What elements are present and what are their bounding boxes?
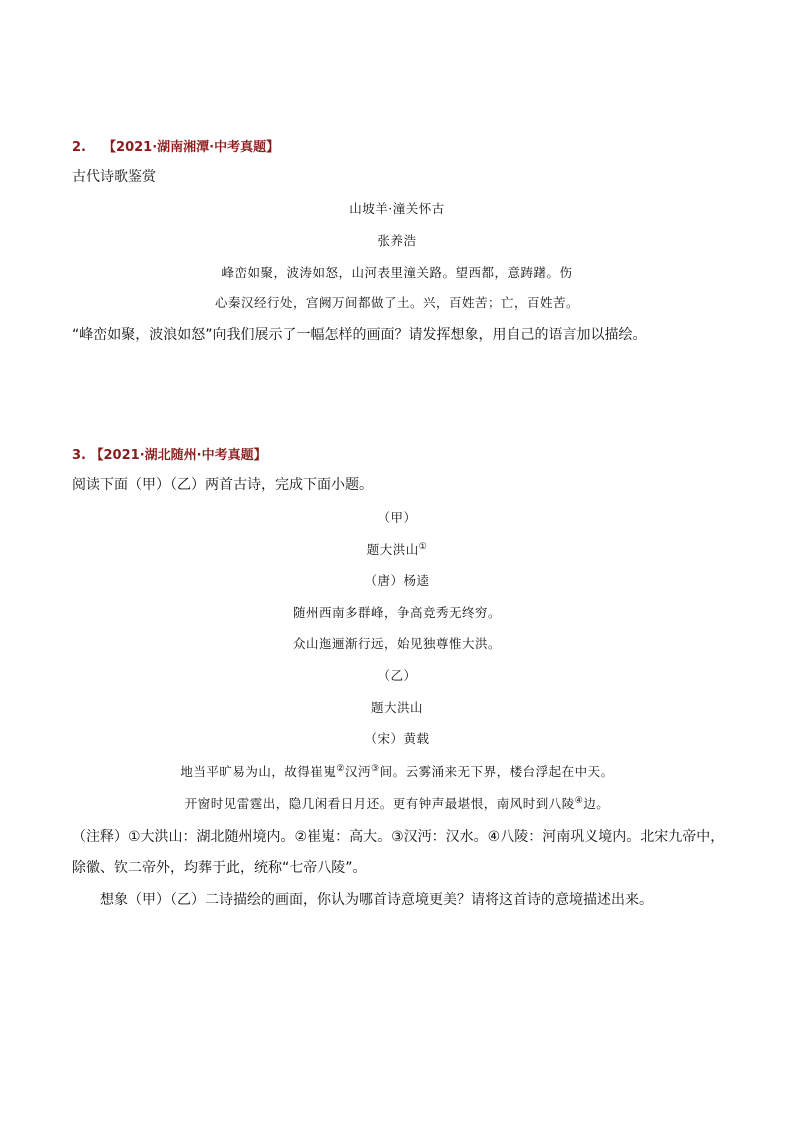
q3-poem-b-line-2 <box>0 794 794 812</box>
q3-poem-a-line-2: 众山迤逦渐行远，始见独尊惟大洪。 <box>292 636 501 651</box>
q3-poem-a-line-1: 随州西南多群峰，争高竞秀无终穷。 <box>292 605 501 620</box>
q2-source-tag: 【2021·湖南湘潭·中考真题】 <box>103 140 280 155</box>
q3-poem-b-author: （宋）黄载 <box>364 731 430 746</box>
q3-poem-b-note-2: ② <box>336 763 345 774</box>
q3-poem-b-label: （乙） <box>377 668 417 683</box>
q3-heading <box>72 444 267 463</box>
q3-poem-b-note-3: ③ <box>371 763 380 774</box>
q3-notes-line-2: 除徽、钦二帝外，均葬于此，统称“七帝八陵”。 <box>72 860 367 876</box>
q2-question: “峰峦如聚，波浪如怒”向我们展示了一幅怎样的画面？请发挥想象，用自己的语言加以描绘。 <box>72 327 647 343</box>
q2-instruction: 古代诗歌鉴赏 <box>72 169 156 185</box>
q3-instruction: 阅读下面（甲）（乙）两首古诗，完成下面小题。 <box>72 477 373 493</box>
q2-poem-author: 张养浩 <box>377 233 417 248</box>
q2-poem-line-2: 心秦汉经行处，宫阙万间都做了土。兴，百姓苦；亡，百姓苦。 <box>214 295 579 310</box>
q2-number: 2. <box>72 140 86 155</box>
q3-poem-a-title-text: 题大洪山 <box>366 542 419 557</box>
q3-source-tag: 【2021·湖北随州·中考真题】 <box>90 448 267 463</box>
q3-poem-b-line-2-part-1: 开窗时见雷霆出，隐几闲看日月还。更有钟声最堪恨，南风时到八陵 <box>184 796 575 811</box>
q2-poem-title: 山坡羊·潼关怀古 <box>349 201 445 216</box>
q3-poem-b-line-1-part-3: 间。云雾涌来无下界，楼台浮起在中天。 <box>379 764 614 779</box>
q3-question: 想象（甲）（乙）二诗描绘的画面，你认为哪首诗意境更美？请将这首诗的意境描述出来。 <box>100 892 653 908</box>
q3-poem-a-label: （甲） <box>377 510 417 525</box>
q3-poem-a-title <box>0 540 794 558</box>
q3-number: 3. <box>72 448 86 463</box>
q2-heading <box>72 136 279 155</box>
q3-poem-b-note-4: ④ <box>574 795 584 806</box>
q3-notes-line-1: （注释）①大洪山：湖北随州境内。②崔嵬：高大。③汉沔：汉水。④八陵：河南巩义境内。北宋九帝中， <box>72 829 725 845</box>
q3-poem-a-author: （唐）杨逵 <box>364 573 430 588</box>
q2-poem-line-1: 峰峦如聚，波涛如怒，山河表里潼关路。望西都，意踌躇。伤 <box>221 265 573 280</box>
q3-poem-b-title: 题大洪山 <box>370 700 423 715</box>
q3-poem-b-line-2-part-2: 边。 <box>583 796 610 811</box>
q3-poem-b-line-1 <box>0 762 794 780</box>
q3-poem-a-title-note: ① <box>418 541 428 552</box>
q3-poem-b-line-1-part-1: 地当平旷易为山，故得崔嵬 <box>180 764 337 779</box>
q3-poem-b-line-1-part-2: 汉沔 <box>344 764 371 779</box>
